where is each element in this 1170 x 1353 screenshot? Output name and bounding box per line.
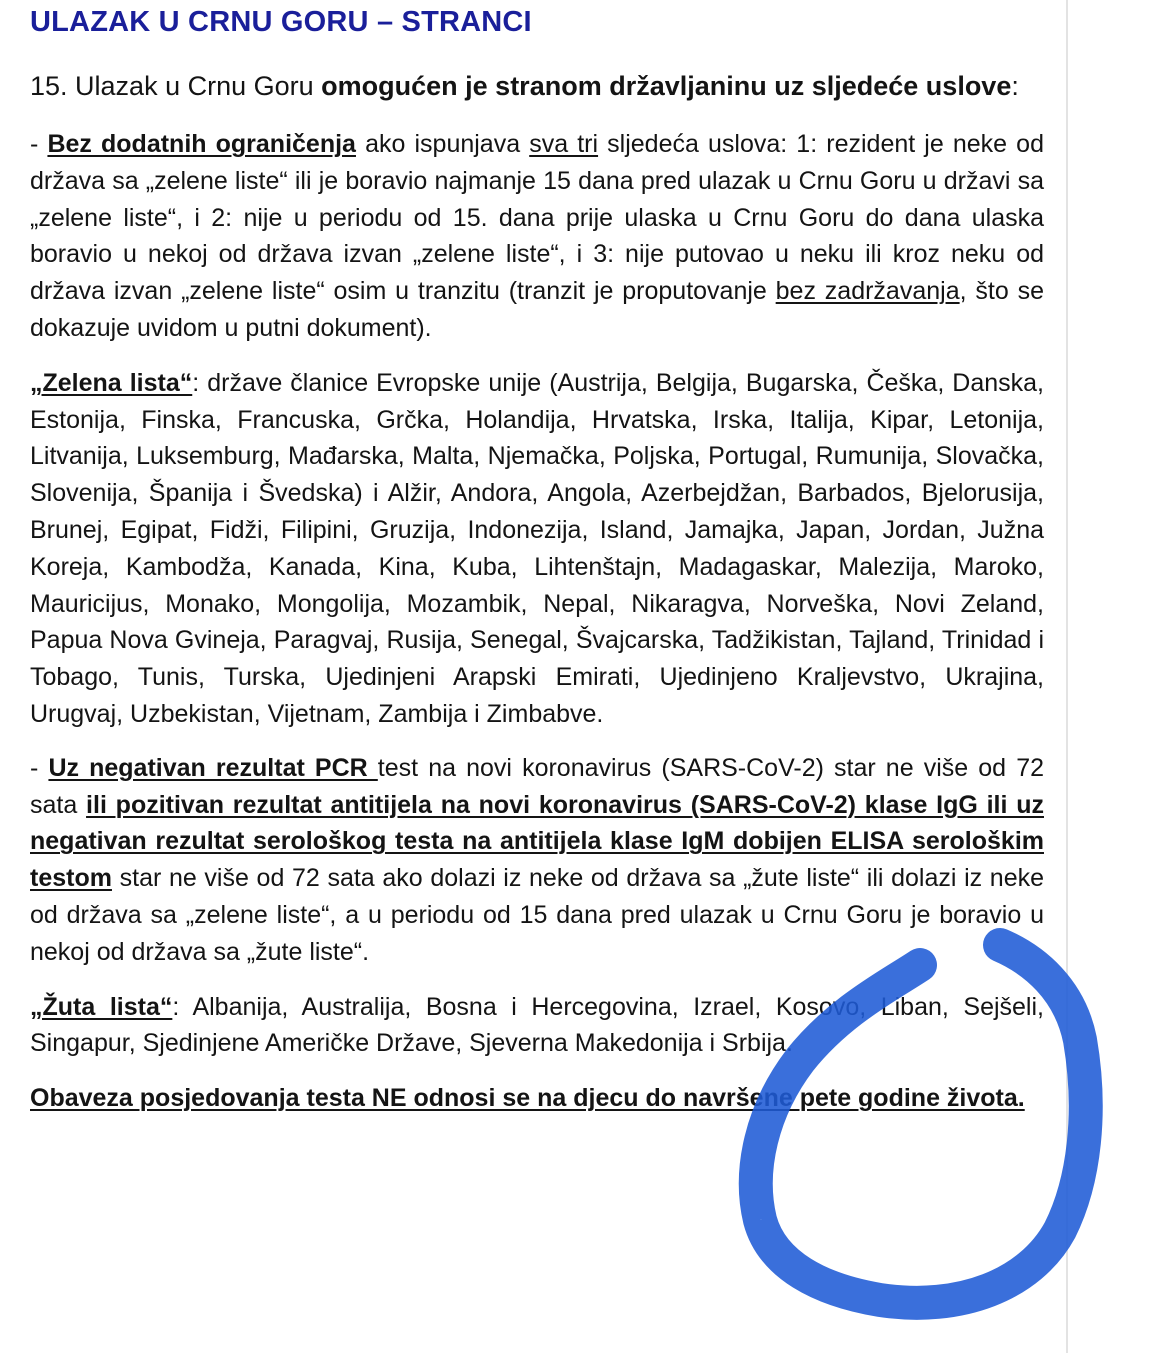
condition-text: test na novi koronavirus (SARS-CoV-2) star ne više od 72 sata — [30, 753, 1044, 819]
underlined-phrase: sva tri — [529, 130, 599, 158]
yellow-list-paragraph — [30, 989, 1044, 1063]
dash: - — [30, 753, 49, 782]
underlined-phrase: bez zadržavanja — [775, 277, 960, 306]
condition-text: ako ispunjava — [355, 130, 530, 158]
condition-text: star ne više od 72 sata ako dolazi iz neke od država sa „žute liste“ ili dolazi iz neke od država sa „zelene liste“, a u periodu od 15 dana pred ulazak u Crnu Goru je boravio u nekoj od država sa „žute liste“. — [30, 864, 1044, 966]
condition-text: sljedeća uslova: 1: rezident je neke od država sa „zelene liste“ ili je boravio najmanje 15 dana pred ulazak u Crnu Goru u državi sa „zelene liste“, i 2: nije u periodu od 15. dana prije ulaska u Crnu Goru do dana ulaska boravio u nekoj od država izvan „zelene liste“, i 3: nije putovao u neku ili kroz neku od država izvan „zelene liste“ osim u tranzitu (tranzit je proputovanje — [30, 130, 1044, 306]
yellow-list-countries: : Albanija, Australija, Bosna i Hercegovina, Izrael, Kosovo, Liban, Sejšeli, Singapur, Sjedinjene Američke Države, Sjeverna Makedonija i Srbija. — [30, 992, 1044, 1058]
exemption-text: Obaveza posjedovanja testa NE odnosi se na djecu do navršene pete godine života. — [30, 1084, 1025, 1113]
condition-pcr-test — [30, 750, 1044, 971]
condition-text: , što se dokazuje uvidom u putni dokument). — [30, 277, 1044, 342]
condition-no-restrictions — [30, 126, 1044, 347]
children-exemption-note — [30, 1080, 1044, 1117]
green-list-countries: : države članice Evropske unije (Austrija, Belgija, Bugarska, Češka, Danska, Estonija, Finska, Francuska, Grčka, Holandija, Hrvatska, Irska, Italija, Kipar, Letonija, Litvanija, Luksemburg, Mađarska, Malta, Njemačka, Poljska, Portugal, Rumunija, Slovačka, Slovenija, Španija i Švedska) i Alžir, Andora, Angola, Azerbejdžan, Barbados, Bjelorusija, Brunej, Egipat, Fidži, Filipini, Gruzija, Indonezija, Island, Jamajka, Japan, Jordan, Južna Koreja, Kambodža, Kanada, Kina, Kuba, Lihtenštajn, Madagaskar, Malezija, Maroko, Mauricijus, Monako, Mongolija, Mozambik, Nepal, Nikaragva, Norveška, Novi Zeland, Papua Nova Gvineja, Paragvaj, Rusija, Senegal, Švajcarska, Tadžikistan, Tajland, Trinidad i Tobago, Tunis, Turska, Ujedinjeni Arapski Emirati, Ujedinjeno Kraljevstvo, Ukrajina, Urugvaj, Uzbekistan, Vijetnam, Zambija i Zimbabve. — [30, 368, 1044, 728]
intro-colon: : — [1011, 71, 1019, 101]
page-edge-divider — [1066, 0, 1068, 1353]
condition-heading: Bez dodatnih ograničenja — [47, 130, 356, 158]
item-number: 15. — [30, 71, 68, 101]
green-list-paragraph — [30, 365, 1044, 733]
yellow-list-heading: „Žuta lista“ — [30, 992, 173, 1021]
antibody-requirement: ili pozitivan rezultat antitijela na novi koronavirus (SARS-CoV-2) klase IgG ili uz negativan rezultat serološkog testa na antitijela klase IgM dobijen ELISA serološkim testom — [30, 790, 1044, 893]
dash: - — [30, 130, 48, 158]
intro-text: Ulazak u Crnu Goru — [67, 71, 322, 101]
page-title: ULAZAK U CRNU GORU – STRANCI — [30, 6, 532, 38]
green-list-heading: „Zelena lista“ — [30, 368, 193, 397]
intro-paragraph — [30, 68, 1044, 105]
intro-bold-text: omogućen je stranom državljaninu uz sljedeće uslove — [321, 71, 1012, 101]
condition-heading: Uz negativan rezultat PCR — [48, 753, 378, 782]
document-page — [30, 0, 1044, 1117]
